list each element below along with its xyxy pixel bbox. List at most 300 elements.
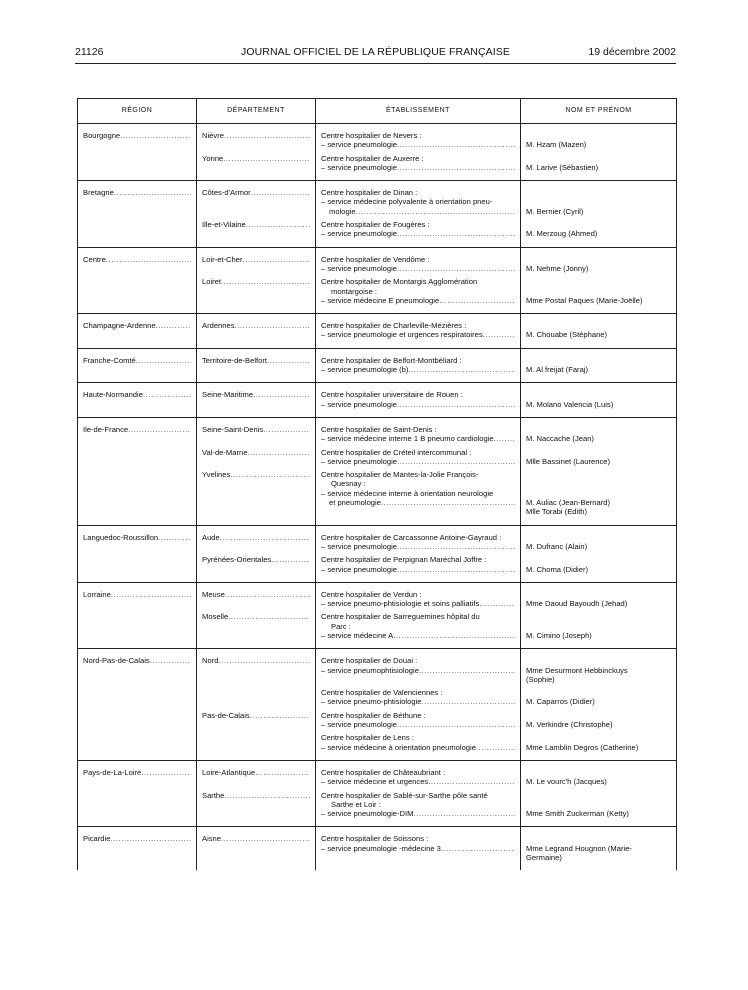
etablissement-service-text: – service pneumologie et urgences respiratoires bbox=[321, 330, 483, 340]
departement-label bbox=[202, 425, 310, 434]
dot-leader bbox=[114, 188, 191, 197]
table-row bbox=[78, 610, 677, 648]
departement-label bbox=[202, 711, 310, 720]
departement-label bbox=[202, 768, 310, 777]
person-name: M. Caparros (Didier) bbox=[526, 697, 595, 707]
cell-nom bbox=[521, 181, 677, 218]
departement-label-text: Loire-Atlantique bbox=[202, 767, 256, 777]
name-spacer bbox=[526, 555, 671, 564]
departement-label bbox=[202, 533, 310, 542]
cell-region bbox=[78, 181, 197, 218]
etablissement-title: Centre hospitalier de Vendôme : bbox=[321, 254, 430, 264]
etablissement-service-cont-text: mologie bbox=[329, 206, 356, 216]
region-label-text: Pays-de-La-Loire bbox=[83, 767, 142, 777]
cell-departement bbox=[197, 247, 316, 275]
dot-leader bbox=[393, 631, 515, 640]
cell-etablissement bbox=[316, 314, 521, 349]
region-label bbox=[83, 656, 191, 665]
dot-leader bbox=[230, 470, 310, 479]
table-row bbox=[78, 649, 677, 686]
cell-region bbox=[78, 348, 197, 383]
departement-label bbox=[202, 277, 310, 286]
region-label bbox=[83, 533, 191, 542]
region-label bbox=[83, 356, 191, 365]
etablissement-title-cont: Sarthe et Loir : bbox=[331, 799, 381, 809]
dot-leader bbox=[421, 697, 515, 706]
table-body bbox=[78, 124, 677, 871]
table-header-row bbox=[78, 99, 677, 124]
cell-departement bbox=[197, 348, 316, 383]
cell-region bbox=[78, 789, 197, 827]
table-row bbox=[78, 446, 677, 469]
cell-region bbox=[78, 247, 197, 275]
dot-leader bbox=[106, 255, 191, 264]
table-row bbox=[78, 247, 677, 275]
dot-leader bbox=[483, 330, 515, 339]
header-rule bbox=[75, 63, 676, 64]
cell-departement bbox=[197, 553, 316, 582]
departement-label-text: Seine-Saint-Denis bbox=[202, 424, 264, 434]
region-label-text: Bourgogne bbox=[83, 131, 121, 140]
etablissement-title: Centre hospitalier universitaire de Rouen : bbox=[321, 390, 463, 400]
region-label bbox=[83, 255, 191, 264]
etablissement-title: Centre hospitalier de Verdun : bbox=[321, 589, 422, 599]
etablissement-title: Centre hospitalier de Carcassonne Antoine-Gayraud : bbox=[321, 532, 502, 542]
dot-leader bbox=[397, 720, 515, 729]
departement-label bbox=[202, 220, 310, 229]
dot-leader bbox=[224, 791, 310, 800]
cell-etablissement bbox=[316, 348, 521, 383]
cell-region bbox=[78, 553, 197, 582]
name-spacer bbox=[526, 356, 671, 365]
departement-label-text: Nièvre bbox=[202, 131, 224, 140]
etablissement-service: – service médecine polyvalente à orientation pneu- bbox=[321, 197, 493, 207]
name-spacer bbox=[526, 220, 671, 229]
region-label-text: Nord-Pas-de-Calais bbox=[83, 656, 150, 666]
cell-etablissement bbox=[316, 446, 521, 469]
departement-label-text: Sarthe bbox=[202, 790, 225, 800]
dot-leader bbox=[247, 448, 310, 457]
etablissement-service-text: – service pneumologie bbox=[321, 720, 397, 730]
etablissement-title-cont: montargoise : bbox=[331, 286, 378, 296]
dot-leader bbox=[413, 809, 515, 818]
departement-label-text: Loir-et-Cher bbox=[202, 254, 243, 264]
dot-leader bbox=[408, 365, 515, 374]
etablissement-title: Centre hospitalier de Belfort-Montbéliard : bbox=[321, 355, 462, 365]
cell-departement bbox=[197, 686, 316, 709]
dot-leader bbox=[271, 555, 310, 564]
etablissement-service bbox=[321, 163, 515, 172]
cell-departement bbox=[197, 383, 316, 418]
dot-leader bbox=[136, 356, 191, 365]
departement-label bbox=[202, 321, 310, 330]
dot-leader bbox=[235, 321, 310, 330]
region-label-text: Picardie bbox=[83, 834, 111, 844]
etablissement-service bbox=[321, 140, 515, 149]
cell-nom bbox=[521, 731, 677, 760]
etablissement-title: Centre hospitalier de Nevers : bbox=[321, 131, 422, 140]
etablissement-title: Centre hospitalier de Saint-Denis : bbox=[321, 424, 437, 434]
dot-leader bbox=[356, 207, 515, 216]
etablissement-service-text: – service pneumologie bbox=[321, 263, 397, 273]
etablissement-service bbox=[321, 631, 515, 640]
etablissement-title: Centre hospitalier de Charleville-Mézières : bbox=[321, 321, 467, 331]
departement-label-text: Loiret bbox=[202, 277, 221, 287]
dot-leader bbox=[111, 590, 191, 599]
etablissement-service-text: – service pneumologie bbox=[321, 541, 397, 551]
cell-nom bbox=[521, 417, 677, 445]
cell-nom bbox=[521, 314, 677, 349]
departement-label-text: Pas-de-Calais bbox=[202, 710, 250, 720]
cell-departement bbox=[197, 218, 316, 247]
dot-leader bbox=[143, 390, 191, 399]
cell-nom bbox=[521, 124, 677, 152]
etablissement-service-text: – service pneumo-phtisiologie et soins palliatifs bbox=[321, 599, 480, 609]
etablissement-service-cont bbox=[321, 498, 515, 507]
cell-region bbox=[78, 468, 197, 525]
departement-label-text: Yvelines bbox=[202, 470, 231, 480]
dot-leader bbox=[141, 768, 191, 777]
person-name: Mme Daoud Bayoudh (Jehad) bbox=[526, 599, 628, 609]
cell-nom bbox=[521, 446, 677, 469]
cell-nom bbox=[521, 383, 677, 418]
person-name: Mme Legrand Hougnon (Marie- bbox=[526, 843, 632, 853]
etablissement-service bbox=[321, 296, 515, 305]
dot-leader bbox=[223, 154, 310, 163]
departement-label-text: Aude bbox=[202, 532, 220, 542]
departement-label-text: Nord bbox=[202, 656, 219, 666]
dot-leader bbox=[397, 457, 515, 466]
region-label bbox=[83, 321, 191, 330]
etablissement-service bbox=[321, 365, 515, 374]
etablissement-service-text: – service pneumo-phtisiologie bbox=[321, 697, 422, 707]
cell-region bbox=[78, 582, 197, 610]
cell-etablissement bbox=[316, 610, 521, 648]
etablissement-title: Centre hospitalier de Sarreguemines hôpital du bbox=[321, 612, 480, 622]
table-row bbox=[78, 553, 677, 582]
cell-nom bbox=[521, 649, 677, 686]
departement-label bbox=[202, 656, 310, 665]
dot-leader bbox=[120, 131, 191, 140]
region-label bbox=[83, 834, 191, 843]
cell-nom bbox=[521, 610, 677, 648]
table-row bbox=[78, 348, 677, 383]
region-label bbox=[83, 590, 191, 599]
etablissement-service bbox=[321, 809, 515, 818]
cell-departement bbox=[197, 468, 316, 525]
region-label-text: Ile-de-France bbox=[83, 424, 129, 434]
cell-departement bbox=[197, 417, 316, 445]
etablissement-title: Centre hospitalier de Créteil intercommunal : bbox=[321, 447, 472, 457]
departement-label bbox=[202, 154, 310, 163]
cell-etablissement bbox=[316, 582, 521, 610]
name-spacer bbox=[526, 188, 671, 207]
table-row bbox=[78, 218, 677, 247]
name-spacer bbox=[526, 154, 671, 163]
dot-leader bbox=[221, 834, 310, 843]
etablissement-service-text: – service pneumophtisiologie bbox=[321, 665, 419, 675]
cell-etablissement bbox=[316, 275, 521, 313]
etablissement-title: Centre hospitalier de Châteaubriant : bbox=[321, 767, 446, 777]
dot-leader bbox=[225, 590, 310, 599]
cell-region bbox=[78, 827, 197, 870]
cell-departement bbox=[197, 181, 316, 218]
name-spacer bbox=[526, 131, 671, 140]
cell-region bbox=[78, 709, 197, 732]
person-name: M. Chouabe (Stéphane) bbox=[526, 330, 608, 340]
etablissement-title: Centre hospitalier de Valenciennes : bbox=[321, 688, 443, 698]
etablissement-service bbox=[321, 697, 515, 706]
departement-label-text: Meuse bbox=[202, 589, 225, 599]
table-row bbox=[78, 314, 677, 349]
dot-leader bbox=[246, 220, 310, 229]
etablissement-service bbox=[321, 434, 515, 443]
region-label-text: Languedoc-Roussillon bbox=[83, 532, 159, 542]
cell-nom bbox=[521, 275, 677, 313]
dot-leader bbox=[220, 533, 310, 542]
table-row bbox=[78, 582, 677, 610]
name-spacer bbox=[526, 590, 671, 599]
table-row bbox=[78, 789, 677, 827]
dot-leader bbox=[419, 666, 515, 675]
person-name: Mme Desurmont Hebbinckuys bbox=[526, 665, 628, 675]
etablissement-title-cont: Quesnay : bbox=[331, 479, 366, 489]
etablissement-service-text: – service médecine et urgences bbox=[321, 777, 429, 787]
departement-label bbox=[202, 131, 310, 140]
etablissement-service bbox=[321, 743, 515, 752]
etablissement-service bbox=[321, 720, 515, 729]
cell-departement bbox=[197, 827, 316, 870]
cell-etablissement bbox=[316, 686, 521, 709]
etablissement-service bbox=[321, 229, 515, 238]
etablissement-service-text: – service médecine à orientation pneumologie bbox=[321, 742, 476, 752]
cell-etablissement bbox=[316, 553, 521, 582]
dot-leader bbox=[381, 498, 515, 507]
cell-nom bbox=[521, 827, 677, 870]
etablissement-service-cont bbox=[321, 207, 515, 216]
cell-region bbox=[78, 124, 197, 152]
dot-leader bbox=[228, 612, 310, 621]
etablissement-service-text: – service médecine E pneumologie bbox=[321, 295, 440, 305]
dot-leader bbox=[128, 425, 191, 434]
etablissement-service-text: – service pneumologie bbox=[321, 162, 397, 172]
departement-label-text: Moselle bbox=[202, 612, 229, 622]
dot-leader bbox=[156, 321, 191, 330]
cell-departement bbox=[197, 760, 316, 788]
cell-etablissement bbox=[316, 827, 521, 870]
dot-leader bbox=[397, 542, 515, 551]
departement-label-text: Yonne bbox=[202, 153, 224, 163]
dot-leader bbox=[253, 390, 310, 399]
departement-label-text: Pyrénées-Orientales bbox=[202, 555, 272, 565]
dot-leader bbox=[397, 400, 515, 409]
name-spacer bbox=[526, 277, 671, 296]
person-name: (Sophie) bbox=[526, 674, 555, 684]
cell-departement bbox=[197, 124, 316, 152]
departement-label bbox=[202, 448, 310, 457]
column-header-etablissement: ÉTABLISSEMENT bbox=[316, 99, 521, 124]
name-spacer bbox=[526, 834, 671, 843]
etablissement-title: Centre hospitalier de Sablé-sur-Sarthe pôle santé bbox=[321, 790, 488, 800]
dot-leader bbox=[441, 844, 515, 853]
column-header-nom: NOM ET PRÉNOM bbox=[521, 99, 677, 124]
departement-label bbox=[202, 390, 310, 399]
region-label-text: Champagne-Ardenne bbox=[83, 321, 156, 331]
dot-leader bbox=[476, 743, 515, 752]
dot-leader bbox=[243, 255, 310, 264]
region-label-text: Franche-Comté bbox=[83, 355, 136, 365]
departement-label-text: Ardennes bbox=[202, 321, 235, 331]
table-row bbox=[78, 525, 677, 553]
column-header-region: RÉGION bbox=[78, 99, 197, 124]
cell-departement bbox=[197, 582, 316, 610]
cell-nom bbox=[521, 709, 677, 732]
cell-nom bbox=[521, 553, 677, 582]
column-header-departement: DÉPARTEMENT bbox=[197, 99, 316, 124]
person-name: Mme Lamblin Degros (Catherine) bbox=[526, 742, 639, 752]
etablissement-service-text: – service pneumologie bbox=[321, 564, 397, 574]
person-name: M. Hzam (Mazen) bbox=[526, 140, 587, 150]
cell-region bbox=[78, 417, 197, 445]
etablissement-service-text: – service pneumologie bbox=[321, 140, 397, 150]
cell-etablissement bbox=[316, 417, 521, 445]
etablissement-service-text: – service pneumologie-DIM bbox=[321, 809, 414, 819]
cell-region bbox=[78, 686, 197, 709]
person-name: Mlle Bassinet (Laurence) bbox=[526, 456, 610, 466]
person-name: M. Cimino (Joseph) bbox=[526, 630, 592, 640]
cell-departement bbox=[197, 525, 316, 553]
cell-etablissement bbox=[316, 218, 521, 247]
cell-etablissement bbox=[316, 152, 521, 181]
cell-region bbox=[78, 275, 197, 313]
etablissement-service-text: – service pneumologie bbox=[321, 229, 397, 239]
departement-label bbox=[202, 590, 310, 599]
name-spacer bbox=[526, 688, 671, 697]
cell-region bbox=[78, 446, 197, 469]
cell-region bbox=[78, 649, 197, 686]
departement-label bbox=[202, 255, 310, 264]
etablissement-title: Centre hospitalier de Fougères : bbox=[321, 220, 430, 230]
cell-departement bbox=[197, 649, 316, 686]
dot-leader bbox=[110, 834, 191, 843]
table-row bbox=[78, 686, 677, 709]
etablissement-title: Centre hospitalier de Perpignan Maréchal Joffre : bbox=[321, 555, 487, 565]
departement-label bbox=[202, 791, 310, 800]
region-label bbox=[83, 425, 191, 434]
dot-leader bbox=[158, 533, 191, 542]
etablissement-title: Centre hospitalier de Douai : bbox=[321, 656, 418, 666]
dot-leader bbox=[439, 296, 515, 305]
etablissement-service-text: – service pneumologie bbox=[321, 399, 397, 409]
region-label-text: Haute-Normandie bbox=[83, 390, 143, 400]
region-label bbox=[83, 131, 191, 140]
dot-leader bbox=[150, 656, 191, 665]
cell-etablissement bbox=[316, 789, 521, 827]
departement-label-text: Territoire-de-Belfort bbox=[202, 355, 267, 365]
cell-etablissement bbox=[316, 383, 521, 418]
name-spacer bbox=[526, 768, 671, 777]
dot-leader bbox=[494, 434, 515, 443]
cell-departement bbox=[197, 275, 316, 313]
page-header bbox=[75, 46, 676, 62]
cell-etablissement bbox=[316, 525, 521, 553]
cell-region bbox=[78, 383, 197, 418]
etablissement-service-text: – service pneumologie -médecine 3 bbox=[321, 843, 441, 853]
table-row bbox=[78, 383, 677, 418]
table-row bbox=[78, 760, 677, 788]
etablissement-title: Centre hospitalier de Mantes-la-Jolie François- bbox=[321, 470, 479, 480]
table-row bbox=[78, 124, 677, 152]
dot-leader bbox=[250, 711, 310, 720]
dot-leader bbox=[263, 425, 310, 434]
dot-leader bbox=[267, 356, 310, 365]
cell-departement bbox=[197, 314, 316, 349]
etablissement-service bbox=[321, 264, 515, 273]
cell-etablissement bbox=[316, 731, 521, 760]
etablissement-service-cont-text: et pneumologie bbox=[329, 498, 381, 508]
dot-leader bbox=[255, 768, 310, 777]
etablissement-service bbox=[321, 777, 515, 786]
table-row bbox=[78, 152, 677, 181]
dot-leader bbox=[221, 277, 310, 286]
departement-label bbox=[202, 470, 310, 479]
name-spacer bbox=[526, 448, 671, 457]
name-spacer bbox=[526, 533, 671, 542]
region-label-text: Lorraine bbox=[83, 589, 111, 599]
dot-leader bbox=[251, 188, 310, 197]
etablissement-service-text: – service médecine interne 1 B pneumo cardiologie bbox=[321, 434, 494, 444]
departement-label bbox=[202, 612, 310, 621]
person-name: M. Larive (Sébastien) bbox=[526, 162, 599, 172]
etablissement-title: Centre hospitalier de Dinan : bbox=[321, 188, 418, 198]
dot-leader bbox=[479, 599, 515, 608]
etablissement-title: Centre hospitalier de Lens : bbox=[321, 733, 414, 743]
person-name: Mme Smith Zuckerman (Ketty) bbox=[526, 809, 629, 819]
region-label bbox=[83, 390, 191, 399]
etablissement-service bbox=[321, 565, 515, 574]
person-name: M. Merzoug (Ahmed) bbox=[526, 229, 598, 239]
cell-etablissement bbox=[316, 649, 521, 686]
departement-label-text: Ille-et-Vilaine bbox=[202, 220, 246, 230]
person-name: Mlle Torabi (Edith) bbox=[526, 507, 588, 517]
name-spacer bbox=[526, 733, 671, 742]
cell-nom bbox=[521, 686, 677, 709]
etablissement-service bbox=[321, 844, 515, 853]
cell-region bbox=[78, 218, 197, 247]
cell-departement bbox=[197, 610, 316, 648]
person-name: M. Le vourc'h (Jacques) bbox=[526, 777, 607, 787]
cell-nom bbox=[521, 348, 677, 383]
region-label-text: Bretagne bbox=[83, 188, 114, 198]
departement-label-text: Aisne bbox=[202, 834, 221, 844]
table-row bbox=[78, 468, 677, 525]
person-name: M. Verkindre (Christophe) bbox=[526, 720, 613, 730]
etablissement-service-text: – service médecine A bbox=[321, 630, 394, 640]
name-spacer bbox=[526, 390, 671, 399]
table-row bbox=[78, 731, 677, 760]
table-row bbox=[78, 827, 677, 870]
etablissement-title: Centre hospitalier de Béthune : bbox=[321, 710, 426, 720]
person-name: M. Molano Valencia (Luis) bbox=[526, 399, 614, 409]
etablissement-service: – service médecine interne à orientation neurologie bbox=[321, 488, 494, 498]
name-spacer bbox=[526, 470, 671, 498]
etablissement-service bbox=[321, 666, 515, 675]
cell-region bbox=[78, 610, 197, 648]
nominations-table bbox=[77, 98, 677, 870]
person-name: M. Al freijat (Faraj) bbox=[526, 365, 589, 375]
person-name: M. Bernier (Cyril) bbox=[526, 206, 584, 216]
person-name: Germaine) bbox=[526, 853, 562, 863]
